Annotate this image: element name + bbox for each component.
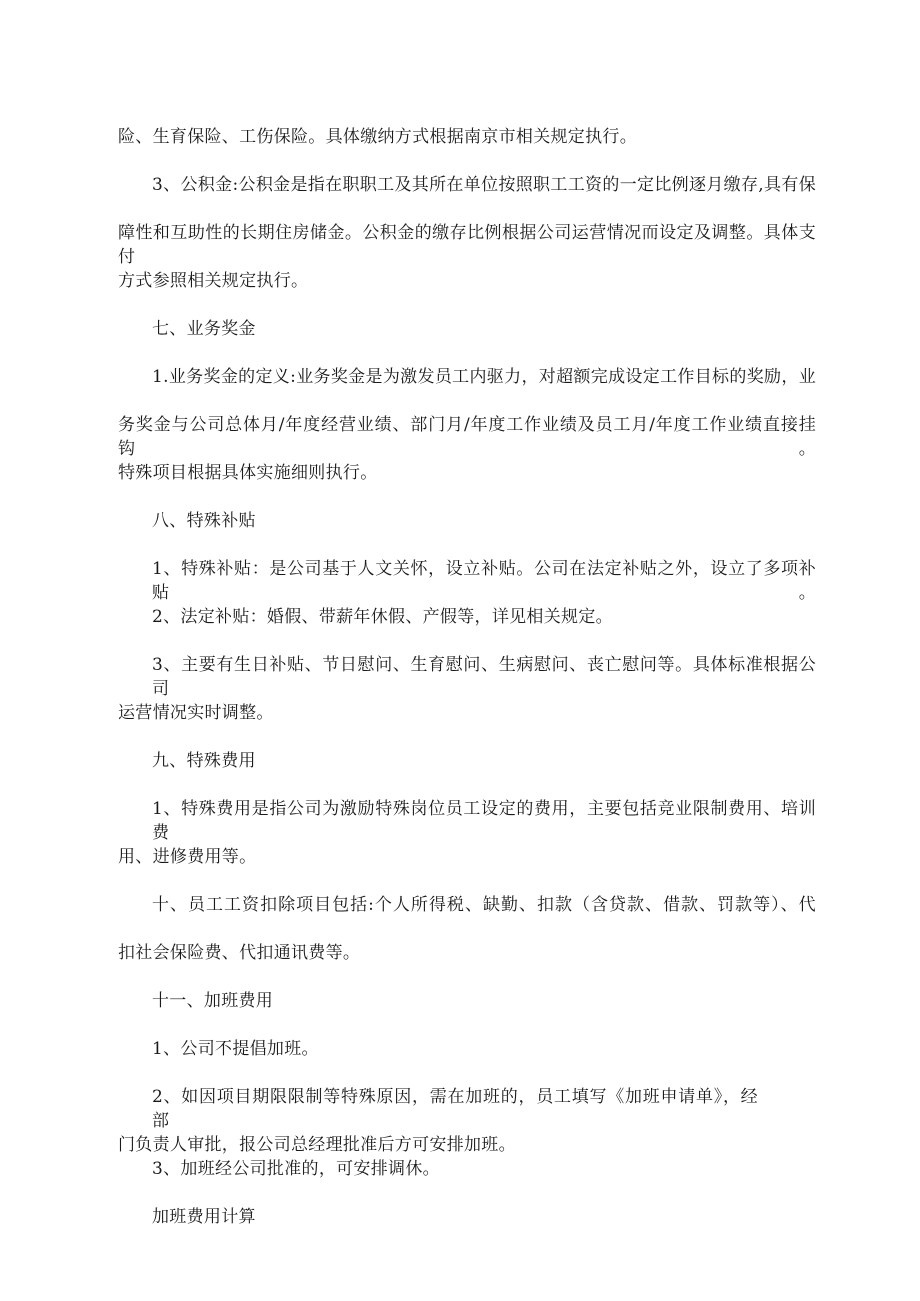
text-line-15: 1、特殊费用是指公司为激励特殊岗位员工设定的费用，主要包括竞业限制费用、培训费	[152, 799, 816, 843]
section-heading-special-expenses: 九、特殊费用	[152, 751, 256, 771]
text-line-10: 1、特殊补贴：是公司基于人文关怀，设立补贴。公司在法定补贴之外，设立了多项补贴。	[152, 559, 816, 603]
section-heading-bonus: 七、业务奖金	[152, 319, 256, 339]
text-line-18: 扣社会保险费、代扣通讯费等。	[118, 943, 361, 963]
text-line-22: 门负责人审批，报公司总经理批准后方可安排加班。	[118, 1135, 516, 1155]
text-line-7: 务奖金与公司总体月/年度经营业绩、部门月/年度工作业绩及员工月/年度工作业绩直接挂钩。	[118, 415, 816, 459]
text-line-16: 用、进修费用等。	[118, 847, 257, 867]
text-line-4: 方式参照相关规定执行。	[118, 271, 309, 291]
section-heading-overtime-calc: 加班费用计算	[152, 1207, 256, 1227]
text-line-20: 1、公司不提倡加班。	[152, 1039, 319, 1059]
text-line-8: 特殊项目根据具体实施细则执行。	[118, 463, 378, 483]
text-line-23: 3、加班经公司批准的，可安排调休。	[152, 1159, 440, 1179]
text-line-1: 险、生育保险、工伤保险。具体缴纳方式根据南京市相关规定执行。	[118, 127, 637, 147]
section-heading-overtime: 十一、加班费用	[152, 991, 274, 1011]
text-line-17: 十、员工工资扣除项目包括:个人所得税、缺勤、扣款（含贷款、借款、罚款等）、代	[152, 895, 816, 915]
text-line-12: 3、主要有生日补贴、节日慰问、生育慰问、生病慰问、丧亡慰问等。具体标准根据公司	[152, 655, 816, 699]
text-line-11: 2、法定补贴：婚假、带薪年休假、产假等，详见相关规定。	[152, 607, 613, 627]
text-line-3: 障性和互助性的长期住房储金。公积金的缴存比例根据公司运营情况而设定及调整。具体支付	[118, 223, 816, 267]
section-heading-allowance: 八、特殊补贴	[152, 511, 256, 531]
text-line-21: 2、如因项目期限限制等特殊原因，需在加班的，员工填写《加班申请单》，经部	[152, 1087, 758, 1131]
text-line-13: 运营情况实时调整。	[118, 703, 274, 723]
text-line-6: 1.业务奖金的定义:业务奖金是为激发员工内驱力，对超额完成设定工作目标的奖励，业	[152, 367, 816, 387]
text-line-2: 3、公积金:公积金是指在职职工及其所在单位按照职工工资的一定比例逐月缴存,具有保	[152, 175, 816, 195]
